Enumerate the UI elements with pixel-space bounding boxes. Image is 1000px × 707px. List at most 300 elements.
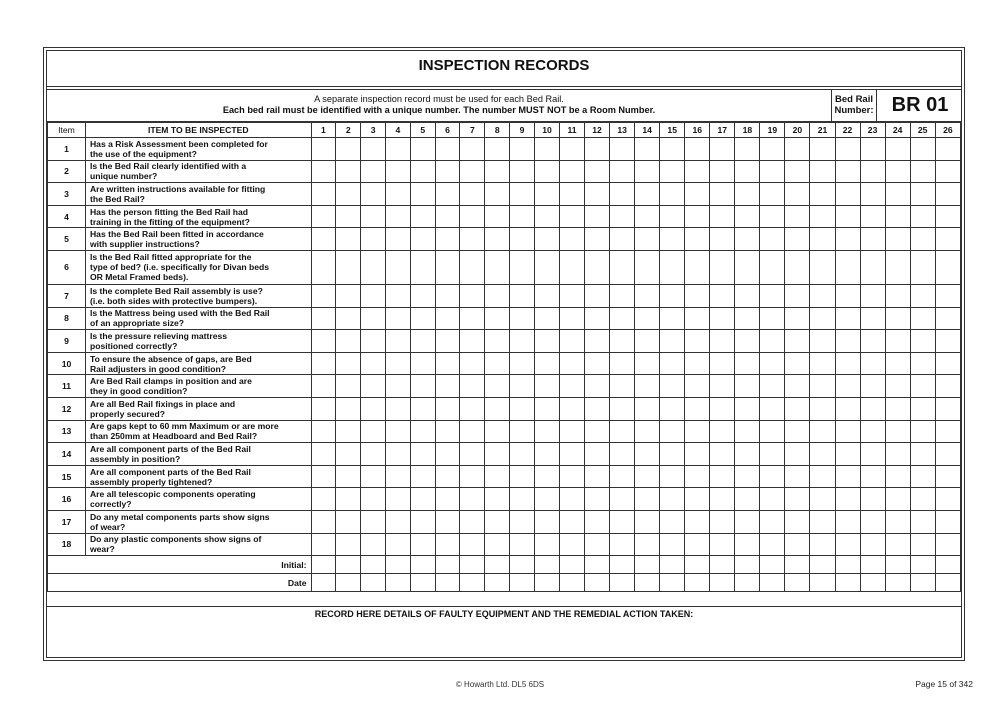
check-cell[interactable] <box>361 183 386 206</box>
signoff-cell[interactable] <box>410 556 435 574</box>
check-cell[interactable] <box>311 488 336 511</box>
check-cell[interactable] <box>361 375 386 398</box>
check-cell[interactable] <box>560 160 585 183</box>
check-cell[interactable] <box>660 160 685 183</box>
check-cell[interactable] <box>460 307 485 330</box>
signoff-cell[interactable] <box>685 556 710 574</box>
check-cell[interactable] <box>435 205 460 228</box>
check-cell[interactable] <box>935 465 960 488</box>
check-cell[interactable] <box>635 250 660 284</box>
check-cell[interactable] <box>560 465 585 488</box>
check-cell[interactable] <box>760 488 785 511</box>
check-cell[interactable] <box>835 465 860 488</box>
check-cell[interactable] <box>311 533 336 556</box>
check-cell[interactable] <box>910 183 935 206</box>
check-cell[interactable] <box>935 228 960 251</box>
check-cell[interactable] <box>485 250 510 284</box>
check-cell[interactable] <box>510 228 535 251</box>
check-cell[interactable] <box>910 138 935 161</box>
check-cell[interactable] <box>311 330 336 353</box>
check-cell[interactable] <box>435 465 460 488</box>
check-cell[interactable] <box>460 533 485 556</box>
check-cell[interactable] <box>685 205 710 228</box>
check-cell[interactable] <box>410 443 435 466</box>
check-cell[interactable] <box>885 488 910 511</box>
check-cell[interactable] <box>760 307 785 330</box>
check-cell[interactable] <box>386 375 411 398</box>
check-cell[interactable] <box>635 352 660 375</box>
check-cell[interactable] <box>336 352 361 375</box>
check-cell[interactable] <box>560 330 585 353</box>
check-cell[interactable] <box>810 443 835 466</box>
check-cell[interactable] <box>510 510 535 533</box>
check-cell[interactable] <box>810 284 835 307</box>
check-cell[interactable] <box>710 205 735 228</box>
signoff-cell[interactable] <box>560 574 585 592</box>
check-cell[interactable] <box>336 307 361 330</box>
check-cell[interactable] <box>860 352 885 375</box>
check-cell[interactable] <box>435 352 460 375</box>
check-cell[interactable] <box>660 420 685 443</box>
check-cell[interactable] <box>534 352 559 375</box>
check-cell[interactable] <box>534 420 559 443</box>
check-cell[interactable] <box>610 352 635 375</box>
check-cell[interactable] <box>860 138 885 161</box>
check-cell[interactable] <box>560 250 585 284</box>
check-cell[interactable] <box>635 420 660 443</box>
check-cell[interactable] <box>610 420 635 443</box>
signoff-cell[interactable] <box>534 574 559 592</box>
check-cell[interactable] <box>860 250 885 284</box>
check-cell[interactable] <box>885 138 910 161</box>
signoff-cell[interactable] <box>534 556 559 574</box>
check-cell[interactable] <box>635 488 660 511</box>
check-cell[interactable] <box>435 250 460 284</box>
check-cell[interactable] <box>810 307 835 330</box>
check-cell[interactable] <box>910 488 935 511</box>
check-cell[interactable] <box>935 160 960 183</box>
check-cell[interactable] <box>311 205 336 228</box>
check-cell[interactable] <box>935 397 960 420</box>
check-cell[interactable] <box>935 307 960 330</box>
check-cell[interactable] <box>336 183 361 206</box>
check-cell[interactable] <box>710 138 735 161</box>
check-cell[interactable] <box>685 465 710 488</box>
check-cell[interactable] <box>435 284 460 307</box>
check-cell[interactable] <box>610 138 635 161</box>
check-cell[interactable] <box>760 228 785 251</box>
check-cell[interactable] <box>785 183 810 206</box>
check-cell[interactable] <box>560 533 585 556</box>
check-cell[interactable] <box>510 307 535 330</box>
check-cell[interactable] <box>735 397 760 420</box>
check-cell[interactable] <box>386 307 411 330</box>
check-cell[interactable] <box>435 183 460 206</box>
check-cell[interactable] <box>585 352 610 375</box>
check-cell[interactable] <box>910 375 935 398</box>
check-cell[interactable] <box>735 510 760 533</box>
check-cell[interactable] <box>835 160 860 183</box>
check-cell[interactable] <box>910 284 935 307</box>
check-cell[interactable] <box>910 465 935 488</box>
check-cell[interactable] <box>510 488 535 511</box>
check-cell[interactable] <box>860 205 885 228</box>
check-cell[interactable] <box>311 510 336 533</box>
check-cell[interactable] <box>386 488 411 511</box>
signoff-cell[interactable] <box>410 574 435 592</box>
check-cell[interactable] <box>410 488 435 511</box>
signoff-cell[interactable] <box>760 556 785 574</box>
check-cell[interactable] <box>785 284 810 307</box>
check-cell[interactable] <box>410 228 435 251</box>
check-cell[interactable] <box>560 228 585 251</box>
check-cell[interactable] <box>860 443 885 466</box>
signoff-cell[interactable] <box>336 574 361 592</box>
signoff-cell[interactable] <box>910 556 935 574</box>
check-cell[interactable] <box>685 138 710 161</box>
check-cell[interactable] <box>510 250 535 284</box>
check-cell[interactable] <box>835 183 860 206</box>
check-cell[interactable] <box>860 488 885 511</box>
check-cell[interactable] <box>336 465 361 488</box>
check-cell[interactable] <box>410 160 435 183</box>
check-cell[interactable] <box>410 533 435 556</box>
check-cell[interactable] <box>534 375 559 398</box>
check-cell[interactable] <box>534 138 559 161</box>
check-cell[interactable] <box>485 205 510 228</box>
check-cell[interactable] <box>660 465 685 488</box>
check-cell[interactable] <box>435 420 460 443</box>
check-cell[interactable] <box>311 397 336 420</box>
check-cell[interactable] <box>585 465 610 488</box>
check-cell[interactable] <box>635 307 660 330</box>
check-cell[interactable] <box>585 228 610 251</box>
check-cell[interactable] <box>910 205 935 228</box>
check-cell[interactable] <box>760 352 785 375</box>
check-cell[interactable] <box>810 205 835 228</box>
check-cell[interactable] <box>860 375 885 398</box>
check-cell[interactable] <box>860 284 885 307</box>
signoff-cell[interactable] <box>760 574 785 592</box>
check-cell[interactable] <box>685 307 710 330</box>
check-cell[interactable] <box>485 228 510 251</box>
signoff-cell[interactable] <box>785 556 810 574</box>
check-cell[interactable] <box>760 375 785 398</box>
check-cell[interactable] <box>785 250 810 284</box>
check-cell[interactable] <box>810 183 835 206</box>
check-cell[interactable] <box>386 465 411 488</box>
check-cell[interactable] <box>785 330 810 353</box>
signoff-cell[interactable] <box>935 574 960 592</box>
check-cell[interactable] <box>835 205 860 228</box>
check-cell[interactable] <box>885 375 910 398</box>
check-cell[interactable] <box>361 138 386 161</box>
check-cell[interactable] <box>386 183 411 206</box>
check-cell[interactable] <box>361 420 386 443</box>
check-cell[interactable] <box>361 330 386 353</box>
check-cell[interactable] <box>336 397 361 420</box>
check-cell[interactable] <box>534 533 559 556</box>
check-cell[interactable] <box>560 443 585 466</box>
check-cell[interactable] <box>311 465 336 488</box>
check-cell[interactable] <box>485 488 510 511</box>
check-cell[interactable] <box>835 250 860 284</box>
check-cell[interactable] <box>610 228 635 251</box>
signoff-cell[interactable] <box>361 556 386 574</box>
check-cell[interactable] <box>735 138 760 161</box>
check-cell[interactable] <box>534 510 559 533</box>
check-cell[interactable] <box>785 397 810 420</box>
check-cell[interactable] <box>660 307 685 330</box>
check-cell[interactable] <box>435 397 460 420</box>
check-cell[interactable] <box>710 443 735 466</box>
check-cell[interactable] <box>785 352 810 375</box>
check-cell[interactable] <box>460 465 485 488</box>
check-cell[interactable] <box>534 488 559 511</box>
check-cell[interactable] <box>710 420 735 443</box>
check-cell[interactable] <box>710 397 735 420</box>
check-cell[interactable] <box>386 160 411 183</box>
check-cell[interactable] <box>735 160 760 183</box>
check-cell[interactable] <box>311 420 336 443</box>
check-cell[interactable] <box>860 510 885 533</box>
signoff-cell[interactable] <box>685 574 710 592</box>
check-cell[interactable] <box>935 330 960 353</box>
signoff-cell[interactable] <box>311 556 336 574</box>
check-cell[interactable] <box>585 183 610 206</box>
check-cell[interactable] <box>810 397 835 420</box>
check-cell[interactable] <box>785 160 810 183</box>
check-cell[interactable] <box>386 533 411 556</box>
check-cell[interactable] <box>860 420 885 443</box>
check-cell[interactable] <box>460 284 485 307</box>
check-cell[interactable] <box>585 420 610 443</box>
check-cell[interactable] <box>935 352 960 375</box>
check-cell[interactable] <box>635 138 660 161</box>
check-cell[interactable] <box>560 488 585 511</box>
check-cell[interactable] <box>810 250 835 284</box>
check-cell[interactable] <box>311 160 336 183</box>
check-cell[interactable] <box>410 205 435 228</box>
check-cell[interactable] <box>835 330 860 353</box>
check-cell[interactable] <box>835 488 860 511</box>
check-cell[interactable] <box>685 443 710 466</box>
faulty-equipment-record[interactable] <box>47 606 961 657</box>
check-cell[interactable] <box>460 160 485 183</box>
check-cell[interactable] <box>860 397 885 420</box>
check-cell[interactable] <box>760 250 785 284</box>
check-cell[interactable] <box>835 510 860 533</box>
check-cell[interactable] <box>635 284 660 307</box>
check-cell[interactable] <box>935 284 960 307</box>
check-cell[interactable] <box>835 397 860 420</box>
check-cell[interactable] <box>386 284 411 307</box>
check-cell[interactable] <box>635 397 660 420</box>
check-cell[interactable] <box>585 205 610 228</box>
check-cell[interactable] <box>311 183 336 206</box>
check-cell[interactable] <box>585 250 610 284</box>
check-cell[interactable] <box>810 465 835 488</box>
check-cell[interactable] <box>311 250 336 284</box>
check-cell[interactable] <box>860 183 885 206</box>
check-cell[interactable] <box>534 330 559 353</box>
check-cell[interactable] <box>910 307 935 330</box>
check-cell[interactable] <box>885 160 910 183</box>
check-cell[interactable] <box>460 510 485 533</box>
signoff-cell[interactable] <box>885 556 910 574</box>
check-cell[interactable] <box>685 160 710 183</box>
check-cell[interactable] <box>760 330 785 353</box>
check-cell[interactable] <box>735 533 760 556</box>
check-cell[interactable] <box>860 533 885 556</box>
check-cell[interactable] <box>386 138 411 161</box>
check-cell[interactable] <box>485 352 510 375</box>
check-cell[interactable] <box>710 160 735 183</box>
check-cell[interactable] <box>860 228 885 251</box>
check-cell[interactable] <box>336 443 361 466</box>
check-cell[interactable] <box>710 183 735 206</box>
check-cell[interactable] <box>386 420 411 443</box>
signoff-cell[interactable] <box>435 574 460 592</box>
check-cell[interactable] <box>635 510 660 533</box>
check-cell[interactable] <box>685 284 710 307</box>
check-cell[interactable] <box>810 228 835 251</box>
signoff-cell[interactable] <box>585 556 610 574</box>
check-cell[interactable] <box>410 465 435 488</box>
signoff-cell[interactable] <box>336 556 361 574</box>
check-cell[interactable] <box>760 465 785 488</box>
check-cell[interactable] <box>885 284 910 307</box>
check-cell[interactable] <box>534 250 559 284</box>
check-cell[interactable] <box>485 420 510 443</box>
check-cell[interactable] <box>910 352 935 375</box>
check-cell[interactable] <box>785 510 810 533</box>
check-cell[interactable] <box>935 205 960 228</box>
check-cell[interactable] <box>435 160 460 183</box>
check-cell[interactable] <box>635 183 660 206</box>
check-cell[interactable] <box>460 330 485 353</box>
check-cell[interactable] <box>311 284 336 307</box>
check-cell[interactable] <box>460 488 485 511</box>
check-cell[interactable] <box>410 307 435 330</box>
check-cell[interactable] <box>311 443 336 466</box>
check-cell[interactable] <box>910 330 935 353</box>
check-cell[interactable] <box>785 443 810 466</box>
signoff-cell[interactable] <box>435 556 460 574</box>
check-cell[interactable] <box>336 138 361 161</box>
check-cell[interactable] <box>660 533 685 556</box>
check-cell[interactable] <box>485 138 510 161</box>
check-cell[interactable] <box>460 397 485 420</box>
check-cell[interactable] <box>585 307 610 330</box>
check-cell[interactable] <box>835 375 860 398</box>
check-cell[interactable] <box>386 228 411 251</box>
check-cell[interactable] <box>361 228 386 251</box>
check-cell[interactable] <box>660 284 685 307</box>
check-cell[interactable] <box>910 397 935 420</box>
check-cell[interactable] <box>386 443 411 466</box>
check-cell[interactable] <box>685 330 710 353</box>
check-cell[interactable] <box>410 138 435 161</box>
check-cell[interactable] <box>785 307 810 330</box>
check-cell[interactable] <box>336 533 361 556</box>
check-cell[interactable] <box>735 228 760 251</box>
check-cell[interactable] <box>910 228 935 251</box>
check-cell[interactable] <box>935 138 960 161</box>
check-cell[interactable] <box>485 330 510 353</box>
signoff-cell[interactable] <box>935 556 960 574</box>
check-cell[interactable] <box>635 228 660 251</box>
check-cell[interactable] <box>785 138 810 161</box>
check-cell[interactable] <box>660 488 685 511</box>
check-cell[interactable] <box>660 183 685 206</box>
check-cell[interactable] <box>510 160 535 183</box>
check-cell[interactable] <box>760 160 785 183</box>
check-cell[interactable] <box>910 533 935 556</box>
check-cell[interactable] <box>534 205 559 228</box>
signoff-cell[interactable] <box>485 556 510 574</box>
check-cell[interactable] <box>336 488 361 511</box>
check-cell[interactable] <box>660 375 685 398</box>
check-cell[interactable] <box>485 465 510 488</box>
check-cell[interactable] <box>336 160 361 183</box>
check-cell[interactable] <box>534 228 559 251</box>
check-cell[interactable] <box>510 352 535 375</box>
check-cell[interactable] <box>885 205 910 228</box>
check-cell[interactable] <box>361 250 386 284</box>
check-cell[interactable] <box>510 397 535 420</box>
check-cell[interactable] <box>560 510 585 533</box>
check-cell[interactable] <box>410 420 435 443</box>
check-cell[interactable] <box>835 228 860 251</box>
check-cell[interactable] <box>460 420 485 443</box>
check-cell[interactable] <box>660 330 685 353</box>
check-cell[interactable] <box>860 160 885 183</box>
check-cell[interactable] <box>610 443 635 466</box>
check-cell[interactable] <box>435 443 460 466</box>
signoff-cell[interactable] <box>710 574 735 592</box>
check-cell[interactable] <box>885 352 910 375</box>
signoff-cell[interactable] <box>386 556 411 574</box>
check-cell[interactable] <box>361 443 386 466</box>
check-cell[interactable] <box>510 138 535 161</box>
signoff-cell[interactable] <box>610 556 635 574</box>
check-cell[interactable] <box>510 330 535 353</box>
signoff-cell[interactable] <box>361 574 386 592</box>
check-cell[interactable] <box>485 533 510 556</box>
check-cell[interactable] <box>635 330 660 353</box>
check-cell[interactable] <box>785 420 810 443</box>
check-cell[interactable] <box>810 488 835 511</box>
check-cell[interactable] <box>710 284 735 307</box>
check-cell[interactable] <box>410 510 435 533</box>
check-cell[interactable] <box>361 352 386 375</box>
check-cell[interactable] <box>735 488 760 511</box>
check-cell[interactable] <box>311 138 336 161</box>
check-cell[interactable] <box>885 420 910 443</box>
check-cell[interactable] <box>760 533 785 556</box>
check-cell[interactable] <box>810 510 835 533</box>
check-cell[interactable] <box>735 420 760 443</box>
check-cell[interactable] <box>910 510 935 533</box>
check-cell[interactable] <box>435 488 460 511</box>
check-cell[interactable] <box>835 533 860 556</box>
check-cell[interactable] <box>560 138 585 161</box>
signoff-cell[interactable] <box>635 574 660 592</box>
check-cell[interactable] <box>361 533 386 556</box>
check-cell[interactable] <box>660 510 685 533</box>
check-cell[interactable] <box>835 138 860 161</box>
